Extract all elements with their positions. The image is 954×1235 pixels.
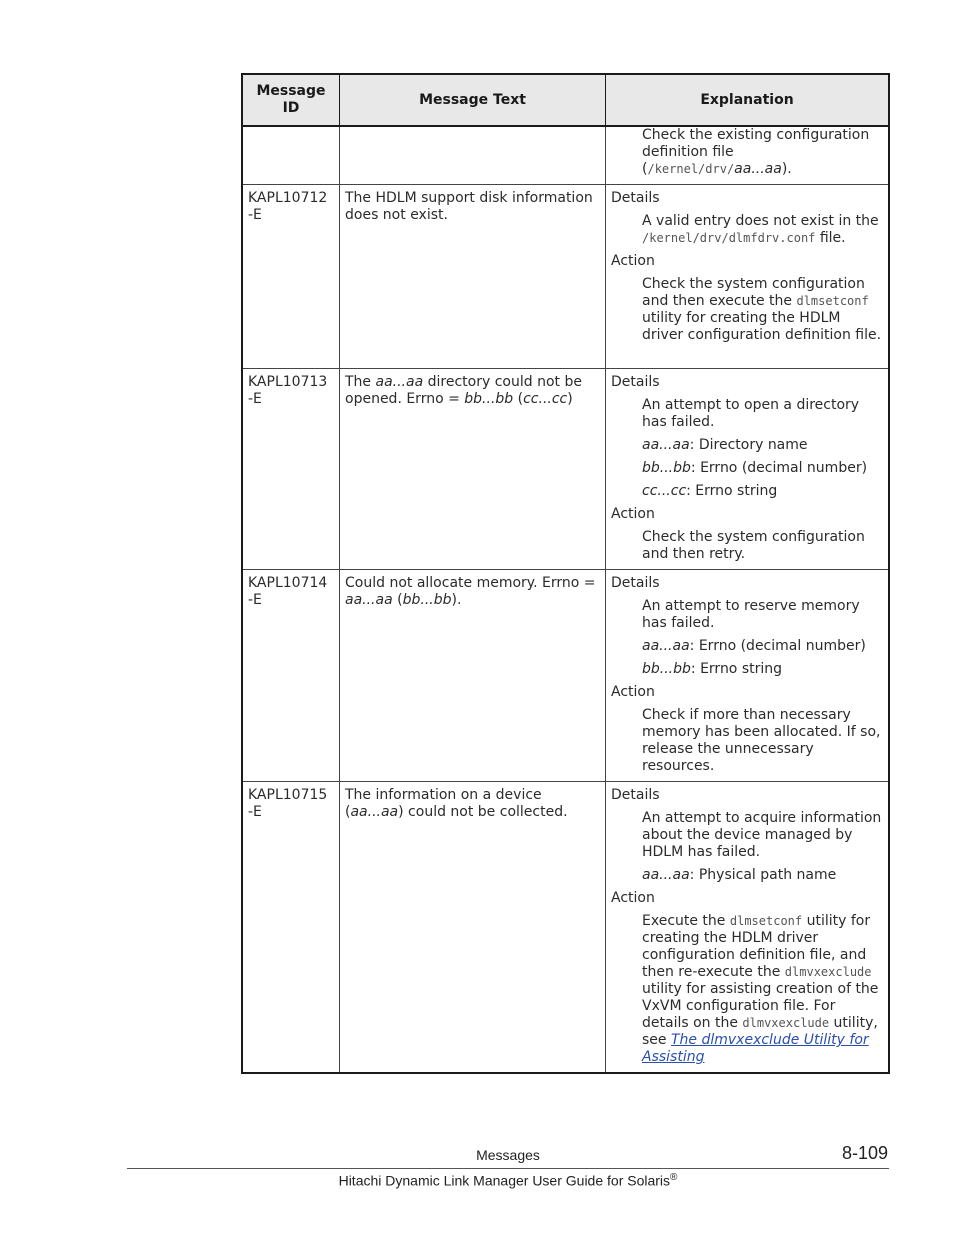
text-span: ) [567, 391, 573, 407]
explanation-paragraph [642, 127, 883, 178]
details-label: Details [611, 575, 660, 591]
explanation-paragraph: Check the system configuration and then retry. [642, 529, 865, 562]
message-id-cell: KAPL10715 -E [242, 782, 340, 1074]
text-span: : Physical path name [689, 867, 837, 883]
variable-description [642, 661, 883, 678]
variable-text: cc...cc [642, 483, 687, 499]
details-label: Details [611, 374, 660, 390]
text-span: utility for creating the HDLM driver configuration definition file, and then re-execute the [642, 913, 871, 980]
explanation-paragraph: Check if more than necessary memory has been allocated. If so, release the unnecessary resources. [642, 707, 881, 774]
text-span: Check the system configuration and then execute the [642, 276, 865, 309]
explanation-cell [606, 185, 890, 369]
text-span: : Directory name [689, 437, 808, 453]
message-id-cell: KAPL10712 -E [242, 185, 340, 369]
action-label: Action [611, 506, 655, 522]
variable-text: bb...bb [642, 460, 691, 476]
explanation-cell [606, 126, 890, 185]
details-label: Details [611, 190, 660, 206]
variable-description [642, 867, 883, 884]
text-span: : Errno string [690, 661, 783, 677]
table-row [242, 782, 889, 1074]
message-text-cell: The HDLM support disk information does not exist. [340, 185, 606, 369]
details-label: Details [611, 787, 660, 803]
explanation-cell [606, 782, 890, 1074]
explanation-paragraph: An attempt to acquire information about the device managed by HDLM has failed. [642, 810, 882, 860]
message-text-cell [340, 782, 606, 1074]
code-command: dlmsetconf [796, 294, 869, 308]
explanation-cell [606, 369, 890, 570]
text-span: Check the existing configuration definition file ( [642, 127, 870, 177]
text-span: directory could not be opened. Errno = [345, 374, 582, 407]
text-span: Could not allocate memory. Errno = [345, 575, 596, 591]
variable-description [642, 483, 883, 500]
registered-mark: ® [670, 1172, 678, 1183]
message-id-cell [242, 126, 340, 185]
text-span: ( [513, 391, 524, 407]
explanation-paragraph [642, 213, 883, 247]
action-label: Action [611, 684, 655, 700]
action-label: Action [611, 253, 655, 269]
text-span: file. [815, 230, 846, 246]
variable-text: aa...aa [734, 161, 782, 177]
text-span: utility for creating the HDLM driver configuration definition file. [642, 310, 882, 343]
explanation-paragraph [642, 913, 883, 1066]
text-span: The information on a device ( [345, 787, 542, 820]
header-explanation: Explanation [606, 74, 890, 126]
text-span: : Errno string [686, 483, 778, 499]
message-text-cell [340, 126, 606, 185]
variable-text: aa...aa [350, 804, 399, 820]
header-message-id: Message ID [242, 74, 340, 126]
table-row [242, 570, 889, 782]
footer-divider [127, 1168, 889, 1169]
message-id-cell: KAPL10714 -E [242, 570, 340, 782]
variable-text: aa...aa [642, 867, 690, 883]
footer-section-name: Messages [476, 1147, 540, 1163]
explanation-paragraph: An attempt to open a directory has failed. [642, 397, 860, 430]
text-span: : Errno (decimal number) [690, 460, 868, 476]
variable-description [642, 437, 883, 454]
variable-text: bb...bb [402, 592, 452, 608]
code-command: dlmvxexclude [742, 1016, 830, 1030]
table-row [242, 185, 889, 369]
variable-text: aa...aa [642, 437, 690, 453]
variable-text: bb...bb [642, 661, 691, 677]
message-id-cell: KAPL10713 -E [242, 369, 340, 570]
text-span: ). [451, 592, 462, 608]
variable-text: aa...aa [375, 374, 424, 390]
text-span: ). [781, 161, 792, 177]
table-header-row [242, 74, 889, 126]
variable-description [642, 638, 883, 655]
document-title-text: Hitachi Dynamic Link Manager User Guide for Solaris [338, 1172, 671, 1189]
variable-text: aa...aa [642, 638, 690, 654]
header-message-text: Message Text [340, 74, 606, 126]
variable-text: bb...bb [464, 391, 514, 407]
code-command: dlmsetconf [729, 914, 803, 928]
code-path: /kernel/drv/dlmfdrv.conf [642, 231, 816, 245]
code-path: /kernel/drv/ [647, 162, 735, 176]
text-span: The [345, 374, 376, 390]
message-text-cell [340, 570, 606, 782]
text-span: ( [392, 592, 403, 608]
text-span: utility for assisting creation of the VxVM configuration file. For details on the [642, 981, 879, 1031]
cross-reference-link[interactable]: The dlmvxexclude Utility for Assisting [642, 1032, 869, 1065]
explanation-paragraph: An attempt to reserve memory has failed. [642, 598, 860, 631]
text-span: A valid entry does not exist in the [642, 213, 879, 229]
table-row [242, 126, 889, 185]
text-span: Execute the [642, 913, 730, 929]
text-span: utility, see [642, 1015, 878, 1048]
message-text-cell [340, 369, 606, 570]
variable-text: aa...aa [345, 592, 393, 608]
text-span: ) could not be collected. [398, 804, 568, 820]
variable-description [642, 460, 883, 477]
footer-document-title [200, 1172, 816, 1189]
table-row [242, 369, 889, 570]
explanation-cell [606, 570, 890, 782]
page-number: 8-109 [841, 1143, 888, 1163]
code-command: dlmvxexclude [784, 965, 872, 979]
variable-text: cc...cc [523, 391, 568, 407]
explanation-paragraph [642, 276, 883, 344]
message-table [241, 73, 890, 1074]
action-label: Action [611, 890, 655, 906]
text-span: : Errno (decimal number) [689, 638, 866, 654]
